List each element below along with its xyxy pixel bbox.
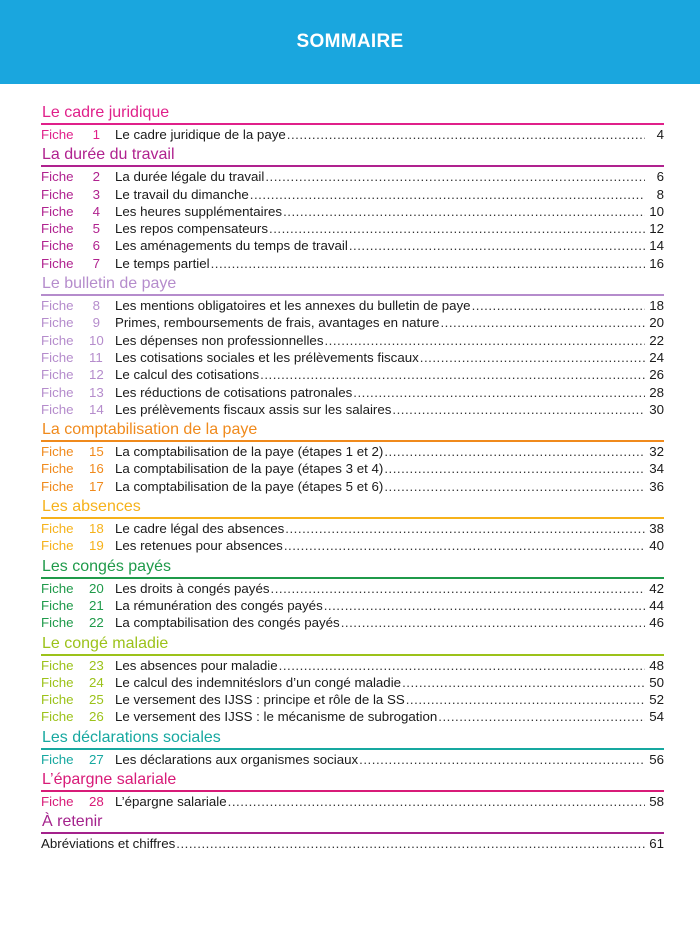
- toc-entry[interactable]: [41, 520, 664, 537]
- fiche-number: 23: [89, 657, 104, 673]
- page-number: 52: [649, 692, 664, 708]
- entry-title: Primes, remboursements de frais, avantages en nature: [115, 315, 440, 331]
- section-divider: [41, 165, 664, 167]
- page-number: 42: [649, 580, 664, 596]
- fiche-number: 17: [89, 478, 104, 494]
- section-title: La durée du travail: [42, 146, 175, 164]
- page-number: 61: [649, 836, 664, 852]
- fiche-label: Fiche: [41, 444, 74, 460]
- table-of-contents: [41, 103, 664, 855]
- section-title: La comptabilisation de la paye: [42, 421, 258, 439]
- fiche-number: 14: [89, 401, 104, 417]
- section-divider: [41, 577, 664, 579]
- fiche-label: Fiche: [41, 384, 74, 400]
- entry-title: La comptabilisation de la paye (étapes 5 et 6): [115, 478, 384, 494]
- toc-entry[interactable]: [41, 537, 664, 554]
- dot-leader: [384, 443, 645, 460]
- toc-entry[interactable]: [41, 674, 664, 691]
- entry-list: [41, 443, 664, 497]
- page-number: 20: [649, 315, 664, 331]
- page-number: 56: [649, 751, 664, 767]
- page-number: 12: [649, 221, 664, 237]
- section-title: Le bulletin de paye: [42, 275, 177, 293]
- dot-leader: [392, 401, 645, 418]
- entry-title: Le cadre légal des absences: [115, 521, 285, 537]
- dot-leader: [260, 366, 645, 383]
- toc-entry[interactable]: [41, 401, 664, 418]
- toc-section: [41, 420, 664, 497]
- toc-section: [41, 145, 664, 274]
- dot-leader: [211, 255, 645, 272]
- fiche-number: 22: [89, 615, 104, 631]
- section-title: Les déclarations sociales: [42, 728, 221, 746]
- fiche-label: Fiche: [41, 521, 74, 537]
- fiche-number: 15: [89, 444, 104, 460]
- fiche-label: Fiche: [41, 127, 74, 142]
- section-divider: [41, 748, 664, 750]
- fiche-label: Fiche: [41, 186, 74, 202]
- fiche-number: 16: [89, 461, 104, 477]
- toc-entry[interactable]: [41, 835, 664, 852]
- fiche-label: Fiche: [41, 221, 74, 237]
- fiche-number: 10: [89, 332, 104, 348]
- fiche-label: Fiche: [41, 367, 74, 383]
- toc-entry[interactable]: [41, 384, 664, 401]
- fiche-number: 26: [89, 709, 104, 725]
- toc-entry[interactable]: [41, 751, 664, 768]
- fiche-number: 25: [89, 692, 104, 708]
- fiche-label: Fiche: [41, 657, 74, 673]
- toc-entry[interactable]: [41, 478, 664, 495]
- toc-section: [41, 557, 664, 634]
- fiche-number: 24: [89, 674, 104, 690]
- dot-leader: [250, 186, 645, 203]
- entry-title: La comptabilisation de la paye (étapes 3 et 4): [115, 461, 384, 477]
- entry-list: [41, 751, 664, 770]
- fiche-label: Fiche: [41, 597, 74, 613]
- page-number: 4: [656, 127, 664, 142]
- dot-leader: [384, 460, 645, 477]
- entry-list: [41, 657, 664, 728]
- toc-entry[interactable]: [41, 297, 664, 314]
- page-number: 44: [649, 597, 664, 613]
- entry-title: Les mentions obligatoires et les annexes du bulletin de paye: [115, 298, 471, 314]
- toc-entry[interactable]: [41, 443, 664, 460]
- fiche-number: 21: [89, 597, 104, 613]
- fiche-number: 8: [92, 298, 100, 314]
- fiche-number: 3: [92, 186, 100, 202]
- toc-entry[interactable]: [41, 314, 664, 331]
- page-number: 50: [649, 674, 664, 690]
- section-title: Les congés payés: [42, 557, 171, 575]
- section-title: Le cadre juridique: [42, 104, 170, 121]
- entry-list: [41, 580, 664, 634]
- toc-entry[interactable]: [41, 126, 664, 143]
- entry-title: Le cadre juridique de la paye: [115, 127, 286, 142]
- dot-leader: [228, 793, 645, 810]
- entry-title: Le travail du dimanche: [115, 186, 249, 202]
- toc-entry[interactable]: [41, 237, 664, 254]
- fiche-number: 19: [89, 538, 104, 554]
- page-number: 54: [649, 709, 664, 725]
- fiche-number: 18: [89, 521, 104, 537]
- fiche-label: Fiche: [41, 298, 74, 314]
- entry-title: L’épargne salariale: [115, 794, 227, 810]
- toc-section: [41, 728, 664, 770]
- toc-entry[interactable]: [41, 366, 664, 383]
- page-title: SOMMAIRE: [296, 31, 404, 52]
- dot-leader: [176, 835, 645, 852]
- dot-leader: [279, 657, 645, 674]
- page-number: 46: [649, 615, 664, 631]
- page-number: 38: [649, 521, 664, 537]
- page-number: 28: [649, 384, 664, 400]
- dot-leader: [284, 537, 645, 554]
- dot-leader: [384, 478, 645, 495]
- fiche-number: 7: [92, 255, 100, 271]
- section-divider: [41, 790, 664, 792]
- fiche-label: Fiche: [41, 332, 74, 348]
- dot-leader: [353, 384, 645, 401]
- fiche-label: Fiche: [41, 461, 74, 477]
- fiche-label: Fiche: [41, 401, 74, 417]
- entry-title: Les cotisations sociales et les prélèvements fiscaux: [115, 349, 419, 365]
- toc-entry[interactable]: [41, 220, 664, 237]
- entry-title: Les retenues pour absences: [115, 538, 283, 554]
- section-title: Le congé maladie: [42, 634, 169, 652]
- dot-leader: [324, 597, 645, 614]
- fiche-number: 28: [89, 794, 104, 810]
- toc-section: [41, 274, 664, 420]
- page-number: 58: [649, 794, 664, 810]
- entry-title: Les aménagements du temps de travail: [115, 238, 348, 254]
- fiche-label: Fiche: [41, 169, 74, 185]
- section-divider: [41, 654, 664, 656]
- entry-title: Les réductions de cotisations patronales: [115, 384, 353, 400]
- page-number: 6: [656, 169, 664, 185]
- fiche-number: 2: [92, 169, 100, 185]
- entry-title: Les absences pour maladie: [115, 657, 278, 673]
- toc-entry[interactable]: [41, 349, 664, 366]
- toc-entry[interactable]: [41, 657, 664, 674]
- dot-leader: [341, 614, 645, 631]
- page-number: 48: [649, 657, 664, 673]
- entry-title: Les heures supplémentaires: [115, 203, 283, 219]
- entry-title: La durée légale du travail: [115, 169, 265, 185]
- entry-title: Les prélèvements fiscaux assis sur les salaires: [115, 401, 392, 417]
- fiche-number: 27: [89, 751, 104, 767]
- fiche-label: Fiche: [41, 751, 74, 767]
- dot-leader: [324, 332, 645, 349]
- dot-leader: [402, 674, 645, 691]
- fiche-label: Fiche: [41, 794, 74, 810]
- entry-title: Le temps partiel: [115, 255, 210, 271]
- toc-entry[interactable]: [41, 460, 664, 477]
- section-title: Les absences: [42, 498, 141, 516]
- section-title: À retenir: [42, 813, 103, 831]
- section-divider: [41, 832, 664, 834]
- page-number: 26: [649, 367, 664, 383]
- fiche-label: Fiche: [41, 203, 74, 219]
- toc-section: [41, 634, 664, 728]
- dot-leader: [269, 220, 645, 237]
- toc-entry[interactable]: [41, 255, 664, 272]
- dot-leader: [438, 708, 645, 725]
- dot-leader: [283, 203, 645, 220]
- fiche-label: Fiche: [41, 674, 74, 690]
- dot-leader: [349, 237, 645, 254]
- toc-section: [41, 497, 664, 557]
- dot-leader: [359, 751, 645, 768]
- entry-title: Les droits à congés payés: [115, 580, 270, 596]
- entry-title: Le calcul des cotisations: [115, 367, 260, 383]
- section-divider: [41, 440, 664, 442]
- page-number: 22: [649, 332, 664, 348]
- page-number: 40: [649, 538, 664, 554]
- fiche-number: 11: [89, 349, 103, 365]
- entry-title: Le versement des IJSS : le mécanisme de subrogation: [115, 709, 438, 725]
- header-banner: [0, 0, 700, 84]
- fiche-number: 1: [92, 127, 100, 142]
- entry-list: [41, 168, 664, 274]
- entry-list: [41, 835, 664, 854]
- entry-list: [41, 297, 664, 420]
- toc-entry[interactable]: [41, 203, 664, 220]
- page-number: 32: [649, 444, 664, 460]
- toc-section: [41, 770, 664, 812]
- dot-leader: [440, 314, 645, 331]
- fiche-label: Fiche: [41, 238, 74, 254]
- fiche-number: 5: [92, 221, 100, 237]
- toc-entry[interactable]: [41, 168, 664, 185]
- page-number: 36: [649, 478, 664, 494]
- page-number: 10: [649, 203, 664, 219]
- page-number: 16: [649, 255, 664, 271]
- fiche-label: Fiche: [41, 478, 74, 494]
- toc-entry[interactable]: [41, 597, 664, 614]
- page-number: 30: [649, 401, 664, 417]
- entry-list: [41, 520, 664, 557]
- toc-entry[interactable]: [41, 691, 664, 708]
- fiche-label: Fiche: [41, 580, 74, 596]
- dot-leader: [287, 126, 645, 143]
- fiche-number: 20: [89, 580, 104, 596]
- section-divider: [41, 517, 664, 519]
- page-number: 14: [649, 238, 664, 254]
- fiche-number: 4: [92, 203, 100, 219]
- page-number: 24: [649, 349, 664, 365]
- fiche-label: Fiche: [41, 538, 74, 554]
- entry-title: Les déclarations aux organismes sociaux: [115, 751, 359, 767]
- fiche-label: Fiche: [41, 315, 74, 331]
- toc-entry[interactable]: [41, 332, 664, 349]
- entry-title: La comptabilisation de la paye (étapes 1 et 2): [115, 444, 384, 460]
- fiche-number: 9: [92, 315, 100, 331]
- toc-entry[interactable]: [41, 614, 664, 631]
- entry-title: La comptabilisation des congés payés: [115, 615, 340, 631]
- section-title: L’épargne salariale: [42, 771, 177, 789]
- page-number: 34: [649, 461, 664, 477]
- fiche-number: 12: [89, 367, 104, 383]
- section-divider: [41, 294, 664, 296]
- fiche-label: Fiche: [41, 709, 74, 725]
- fiche-number: 13: [89, 384, 104, 400]
- page-number: 18: [649, 298, 664, 314]
- entry-title: Le calcul des indemnitéslors d’un congé maladie: [115, 674, 402, 690]
- page-number: 8: [656, 186, 664, 202]
- fiche-label: Fiche: [41, 349, 74, 365]
- section-divider: [41, 123, 664, 125]
- fiche-label: Fiche: [41, 615, 74, 631]
- toc-entry[interactable]: [41, 708, 664, 725]
- dot-leader: [265, 168, 645, 185]
- fiche-label: Fiche: [41, 255, 74, 271]
- toc-section: [41, 812, 664, 854]
- dot-leader: [406, 691, 645, 708]
- entry-list: [41, 793, 664, 812]
- fiche-label: Fiche: [41, 692, 74, 708]
- dot-leader: [271, 580, 646, 597]
- toc-section: [41, 103, 664, 145]
- dot-leader: [285, 520, 645, 537]
- dot-leader: [472, 297, 645, 314]
- toc-entry[interactable]: [41, 793, 664, 810]
- entry-list: [41, 126, 664, 145]
- entry-title: La rémunération des congés payés: [115, 597, 323, 613]
- fiche-number: 6: [92, 238, 100, 254]
- toc-entry[interactable]: [41, 580, 664, 597]
- toc-entry[interactable]: [41, 186, 664, 203]
- entry-title: Abréviations et chiffres: [41, 836, 176, 852]
- entry-title: Les dépenses non professionnelles: [115, 332, 324, 348]
- dot-leader: [420, 349, 645, 366]
- entry-title: Les repos compensateurs: [115, 221, 268, 237]
- entry-title: Le versement des IJSS : principe et rôle de la SS: [115, 692, 405, 708]
